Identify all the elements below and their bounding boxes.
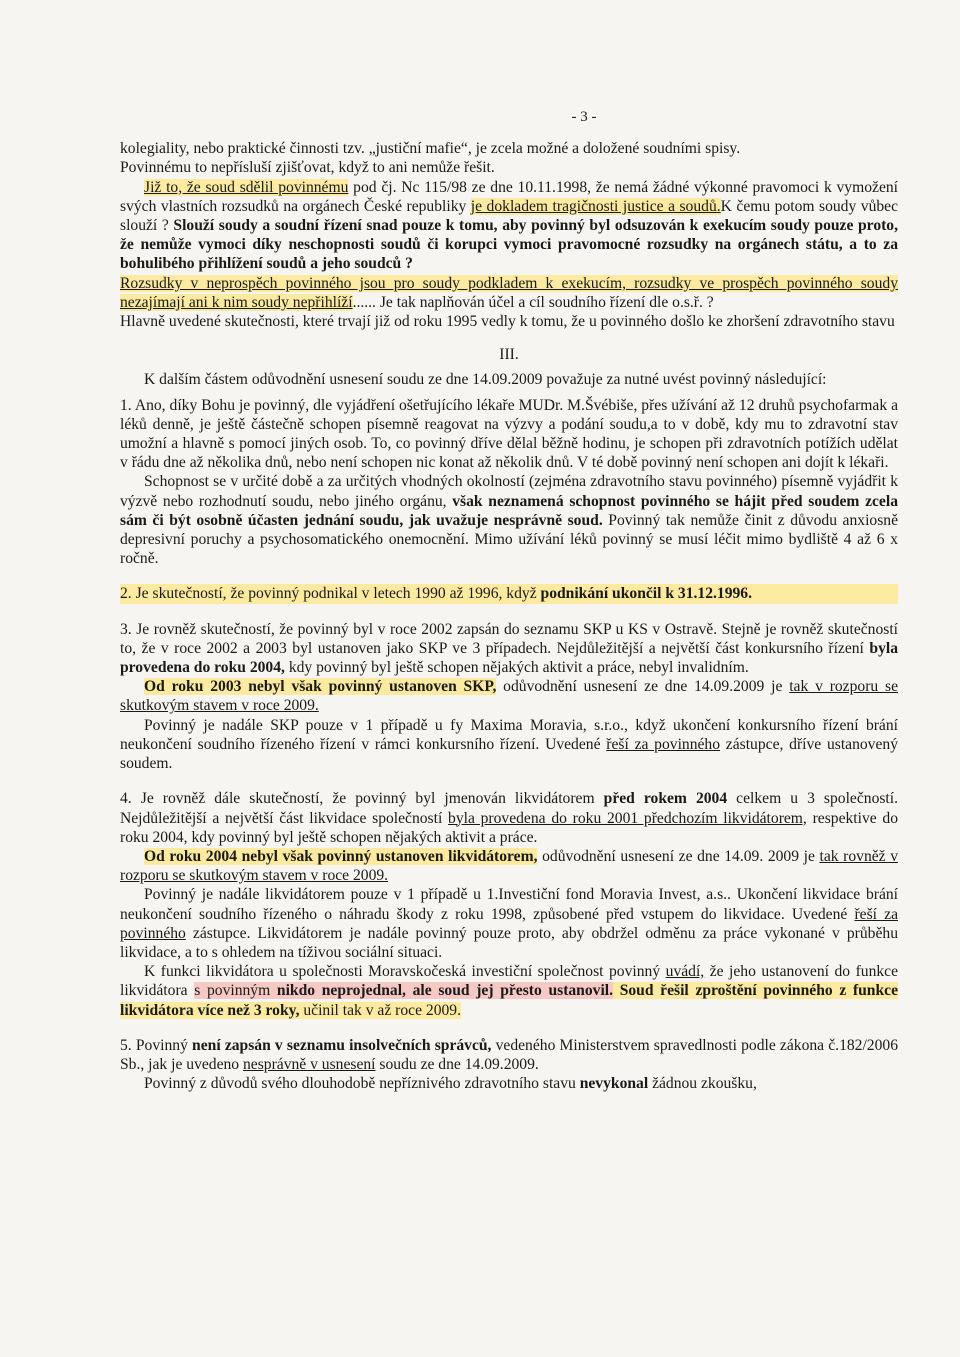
intro-paragraph-4: Rozsudky v neprospěch povinného jsou pro soudy podkladem k exekucím, rozsudky ve prospěch povinného soudy nezajímají ani k nim soudy nepřihlíží...... Je tak naplňován účel a cíl soudního řízení dle o.s.ř. ?	[120, 274, 898, 311]
underlined-phrase: Již to, že soud sdělil povinnému	[144, 178, 349, 196]
item-5-paragraph-1: 5. Povinný není zapsán v seznamu insolvečních správců, vedeného Ministerstvem spravedlnosti podle zákona č.182/2006 Sb., jak je uvedeno nesprávně v usnesení soudu ze dne 14.09.2009.	[120, 1036, 898, 1073]
item-number: 1.	[120, 396, 132, 414]
item-5-paragraph-2: Povinný z důvodů svého dlouhodobě nepříznivého zdravotního stavu nevykonal žádnou zkoušku,	[144, 1075, 757, 1093]
item-number: 5.	[120, 1036, 132, 1054]
item-1-paragraph-2: Schopnost se v určité době a za určitých vhodných okolností (zejména zdravotního stavu povinného) písemně vyjádřit k výzvě nebo rozhodnutí soudu, nebo jiného orgánu, však neznamená schopnost povinného se hájit před soudem zcela sám či být osobně účasten jednání soudu, jak uvažuje nesprávně soud. Povinný tak nemůže činit z důvodu anxiosně depresivní poruchy a psychosomatického onemocnění. Mimo užívání léků povinný se musí léčit mimo bydliště 4 až 6 x ročně.	[120, 473, 898, 568]
item-3-paragraph-2: Od roku 2003 nebyl však povinný ustanoven SKP, odůvodnění usnesení ze dne 14.09.2009 je tak v rozporu se skutkovým stavem v roce 2009.	[120, 678, 898, 715]
list-item-5	[120, 1036, 898, 1094]
list-item-4	[120, 789, 898, 1019]
item-3-paragraph-1: 3. Je rovněž skutečností, že povinný byl v roce 2002 zapsán do seznamu SKP u KS v Ostravě. Stejně je rovněž skutečností to, že v roce 2002 a 2003 byl ustanoven jako SKP ve 3 případech. Nejdůležitější a největší část konkursního řízení byla provedena do roku 2004, kdy povinný byl ještě schopen nějakých aktivit a práce, nebyl invalidním.	[120, 620, 898, 677]
intro-line-1: kolegiality, nebo praktické činnosti tzv. „justiční mafie“, je zcela možné a doložené soudními spisy.	[120, 140, 741, 158]
intro-paragraph-5: Hlavně uvedené skutečnosti, které trvají již od roku 1995 vedly k tomu, že u povinného došlo ke zhoršení zdravotního stavu	[120, 313, 895, 331]
intro-line-2: Povinnému to nepřísluší zjišťovat, když to ani nemůže řešit.	[120, 159, 495, 177]
item-4-paragraph-2: Od roku 2004 nebyl však povinný ustanoven likvidátorem, odůvodnění usnesení ze dne 14.09. 2009 je tak rovněž v rozporu se skutkovým stavem v roce 2009.	[120, 847, 898, 885]
bold-question: Slouží soudy a soudní řízení snad pouze k tomu, aby povinný byl odsuzován k exekucím soudy pouze proto, že nemůže vymoci díky neschopnosti soudů či korupci vymoci pravomocné rozsudky na orgánech státu, a to za bohulibého přihlížení soudů a jeho soudců ?	[120, 217, 899, 273]
item-number: 3.	[120, 620, 132, 638]
section-intro: K dalším částem odůvodnění usnesení soudu ze dne 14.09.2009 považuje za nutné uvést povinný následující:	[144, 371, 827, 389]
item-number: 4.	[120, 790, 132, 808]
item-number: 2.	[120, 585, 132, 603]
intro-block	[120, 139, 898, 331]
page-number: - 3 -	[571, 109, 597, 125]
list-item-1	[120, 396, 898, 569]
list-item-3	[120, 620, 898, 774]
underlined-phrase: Rozsudky v neprospěch povinného jsou pro soudy podkladem k exekucím, rozsudky ve prospěch povinného soudy nezajímají ani k nim soudy nepřihlíží	[120, 274, 898, 311]
item-3-paragraph-3: Povinný je nadále SKP pouze v 1 případě u fy Maxima Moravia, s.r.o., když ukončení konkursního řízení brání neukončení soudního řízeného řízení v rámci konkursního řízení. Uvedené řeší za povinného zástupce, dříve ustanovený soudem.	[120, 716, 898, 773]
list-item-2: 2. Je skutečností, že povinný podnikal v letech 1990 až 1996, když podnikání ukončil k 31.12.1996.	[120, 584, 898, 603]
item-4-paragraph-1: 4. Je rovněž dále skutečností, že povinný byl jmenován likvidátorem před rokem 2004 celkem u 3 společností. Nejdůležitější a největší část likvidace společností byla provedena do roku 2001 předchozím likvidátorem, respektive do roku 2004, kdy povinný byl ještě schopen nějakých aktivit a práce.	[120, 790, 899, 846]
item-4-paragraph-4: K funkci likvidátora u společnosti Moravskočeská investiční společnost povinný uvádí, že jeho ustanovení do funkce likvidátora s povinným nikdo neprojednal, ale soud jej přesto ustanovil. Soud řešil zproštění povinného z funkce likvidátora více než 3 roky, učinil tak v až roce 2009.	[120, 963, 899, 1019]
intro-paragraph-3: Již to, že soud sdělil povinnému pod čj. Nc 115/98 ze dne 10.11.1998, že nemá žádné výkonné pravomoci k vymožení svých vlastních rozsudků na orgánech České republiky je dokladem tragičnosti justice a soudů.K čemu potom soudy vůbec slouží ? Slouží soudy a soudní řízení snad pouze k tomu, aby povinný byl odsuzován k exekucím soudy pouze proto, že nemůže vymoci díky neschopnosti soudů či korupci vymoci pravomocné rozsudky na orgánech státu, a to za bohulibého přihlížení soudů a jeho soudců ?	[120, 178, 899, 273]
underlined-phrase: je dokladem tragičnosti justice a soudů.	[470, 197, 721, 215]
item-1-paragraph-1: 1. Ano, díky Bohu je povinný, dle vyjádření ošetřujícího lékaře MUDr. M.Švébiše, přes užívání až 12 druhů psychofarmak a léků denně, je ještě částečně schopen písemně reagovat na výzvy a podání soudu,a to v době, kdy mu to zdravotní stav umožní a hlavně s pomocí jiných osob. To, co povinný dříve dělal běžně hodinu, je schopen při zdravotních potížích udělat v řádu dne až několika dnů, nebo není schopen nic konat až několik dnů. V té době povinný není schopen ani dojít k lékaři.	[120, 396, 898, 472]
section-heading: III.	[499, 346, 519, 364]
item-4-paragraph-3: Povinný je nadále likvidátorem pouze v 1 případě u 1.Investiční fond Moravia Invest, a.s.. Ukončení likvidace brání neukončení soudního řízeného o náhradu škody z roku 1998, způsobené před vstupem do likvidace. Uvedené řeší za povinného zástupce. Likvidátorem je nadále povinný pouze proto, aby obdržel odměnu za práce vykonané v průběhu likvidace, a to s ohledem na tíživou sociální situaci.	[120, 886, 898, 961]
